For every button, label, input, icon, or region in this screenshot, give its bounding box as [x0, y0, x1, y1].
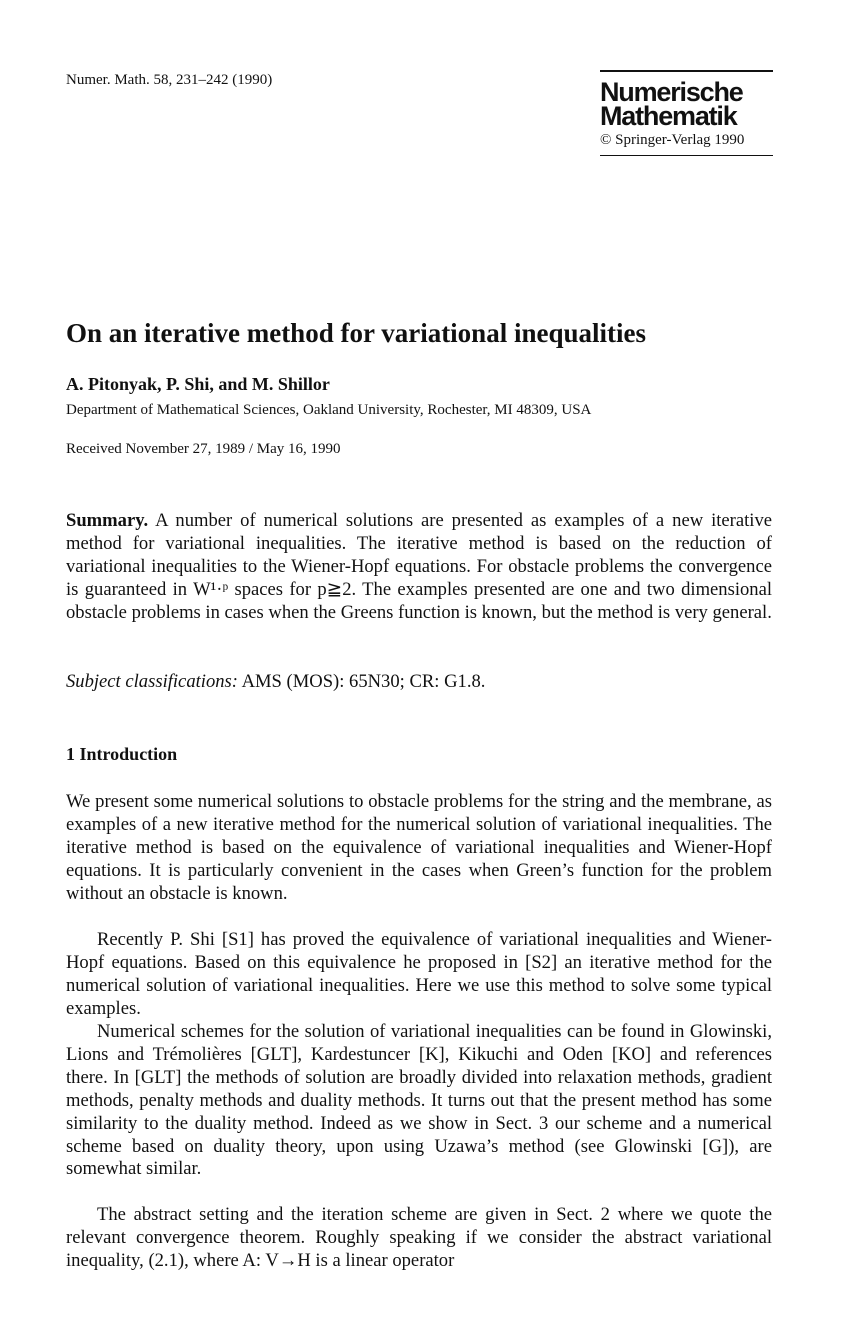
author-affiliation: Department of Mathematical Sciences, Oakland University, Rochester, MI 48309, USA — [66, 402, 592, 418]
summary-label: Summary. — [66, 510, 149, 531]
intro-paragraph-3: Numerical schemes for the solution of variational inequalities can be found in Glowinski, Lions and Trémolières [GLT], Kardestuncer [K], Kikuchi and Oden [KO] and references there. In [GLT] the methods of solution are broadly divided into relaxation methods, gradient methods, penalty methods and duality methods. It turns out that the present method has some similarity to the duality method. Indeed as we show in Sect. 3 our scheme and a numerical scheme based on duality theory, upon using Uzawa’s method (see Glowinski [G]), are somewhat similar. — [66, 1021, 772, 1180]
brand-name-line2: Mathematik — [600, 101, 737, 131]
summary-text: A number of numerical solutions are presented as examples of a new iterative method for variational inequalities. The iterative method is based on the reduction of variational inequalities to the Wiener-Hopf equations. For obstacle problems the convergence is guaranteed in W¹·ᵖ spaces for p≧2. The examples presented are one and two dimensional obstacle problems in cases when the Greens function is known, but the method is very general. — [66, 510, 772, 623]
brand-top-rule — [600, 70, 773, 72]
brand-name-line1: Numerische — [600, 77, 743, 107]
summary-paragraph — [66, 510, 772, 625]
subject-classifications — [66, 671, 485, 693]
received-dates: Received November 27, 1989 / May 16, 1990 — [66, 441, 341, 457]
copyright-notice: © Springer-Verlag 1990 — [600, 132, 745, 148]
intro-paragraph-1: We present some numerical solutions to obstacle problems for the string and the membrane, as examples of a new iterative method for the numerical solution of variational inequalities. The iterative method is based on the equivalence of variational inequalities and Wiener-Hopf equations. It is particularly convenient in the cases when Green’s function for the problem without an obstacle is known. — [66, 791, 772, 904]
article-authors: A. Pitonyak, P. Shi, and M. Shillor — [66, 374, 330, 394]
journal-brand — [600, 70, 773, 156]
subject-label: Subject classifications: — [66, 671, 238, 692]
journal-reference: Numer. Math. 58, 231–242 (1990) — [66, 72, 273, 88]
intro-paragraph-2: Recently P. Shi [S1] has proved the equivalence of variational inequalities and Wiener-Hopf equations. Based on this equivalence he proposed in [S2] an iterative method for the numerical solution of variational inequalities. Here we use this method to solve some typical examples. — [66, 929, 772, 1019]
brand-bottom-rule — [600, 155, 773, 156]
intro-paragraph-4: The abstract setting and the iteration scheme are given in Sect. 2 where we quote the relevant convergence theorem. Roughly speaking if we consider the abstract variational inequality, (2.1), where A: V→H is a linear operator — [66, 1204, 772, 1271]
subject-text: AMS (MOS): 65N30; CR: G1.8. — [237, 671, 486, 692]
section-heading: 1 Introduction — [66, 744, 178, 764]
article-title: On an iterative method for variational inequalities — [66, 318, 646, 348]
